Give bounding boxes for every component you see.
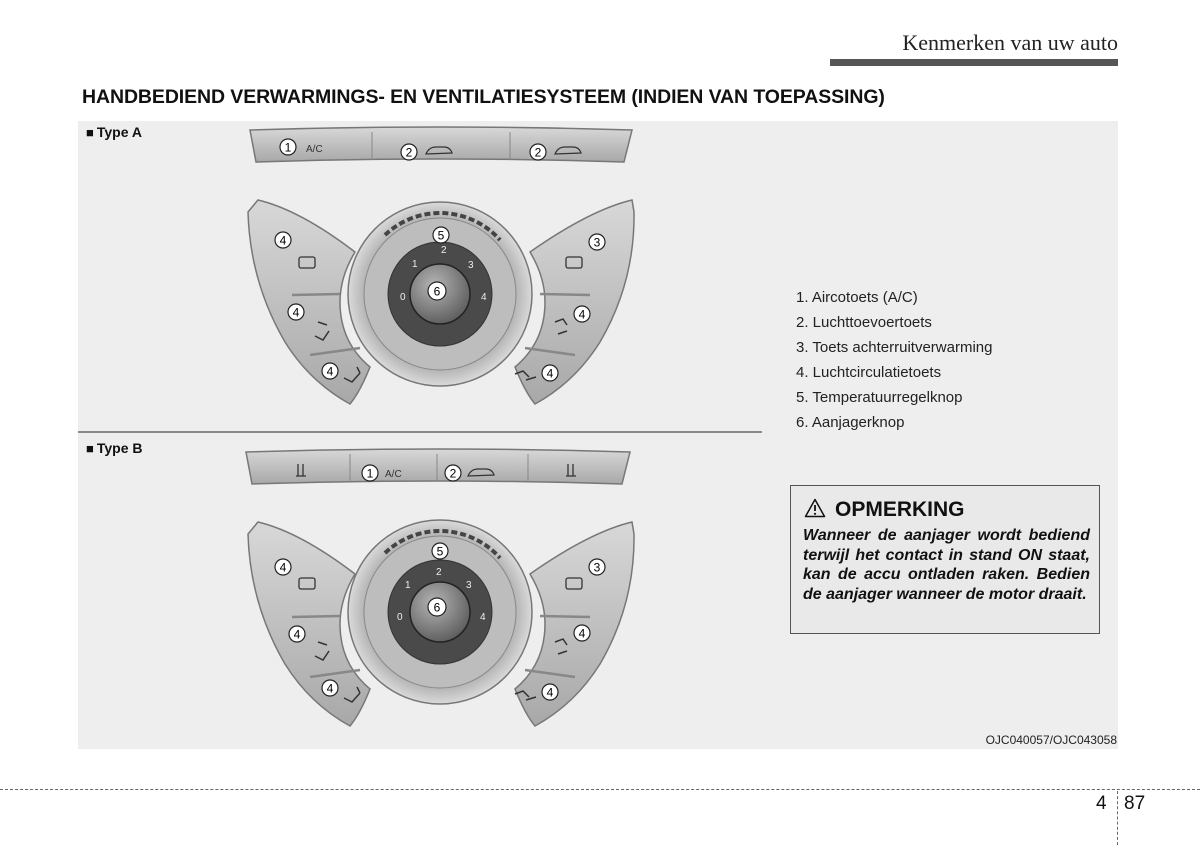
warning-triangle-icon [804, 498, 826, 518]
footer-vertical-divider [1117, 791, 1118, 845]
notice-title: OPMERKING [835, 498, 965, 521]
svg-text:4: 4 [279, 560, 287, 575]
type-b-right-wing [515, 522, 634, 726]
type-a-right-wing [515, 200, 634, 404]
svg-text:4: 4 [326, 681, 334, 696]
svg-text:1: 1 [412, 259, 418, 270]
type-a-central-dial [348, 202, 532, 386]
svg-text:4: 4 [480, 612, 486, 623]
svg-text:2: 2 [441, 245, 447, 256]
callout-legend [796, 285, 992, 435]
svg-text:0: 0 [397, 612, 403, 623]
notice-box [790, 485, 1100, 634]
svg-text:5: 5 [437, 228, 445, 243]
svg-text:2: 2 [449, 466, 457, 481]
svg-text:1: 1 [405, 580, 411, 591]
figure-code: OJC040057/OJC043058 [985, 733, 1117, 747]
type-a-control-panel [200, 122, 670, 422]
type-a-label: ■ Type A [86, 124, 142, 140]
svg-text:4: 4 [578, 307, 586, 322]
svg-text:3: 3 [593, 235, 601, 250]
svg-text:3: 3 [593, 560, 601, 575]
type-b-control-panel [200, 442, 670, 742]
svg-text:4: 4 [578, 626, 586, 641]
svg-text:4: 4 [293, 627, 301, 642]
legend-item: 2. Luchttoevoertoets [796, 314, 932, 331]
footer-divider [0, 789, 1200, 790]
header-bar [830, 59, 1118, 66]
legend-item: 5. Temperatuurregelknop [796, 389, 963, 406]
svg-text:0: 0 [400, 292, 406, 303]
svg-text:4: 4 [546, 685, 554, 700]
svg-text:5: 5 [436, 544, 444, 559]
svg-text:A/C: A/C [306, 144, 323, 155]
type-b-label: ■ Type B [86, 440, 143, 456]
svg-text:4: 4 [546, 366, 554, 381]
type-b-central-dial [348, 520, 532, 704]
legend-item: 3. Toets achterruitverwarming [796, 339, 993, 356]
figure-divider [78, 431, 762, 433]
svg-text:2: 2 [534, 145, 542, 160]
legend-item: 6. Aanjagerknop [796, 414, 905, 431]
svg-text:4: 4 [279, 233, 287, 248]
temperature-dial[interactable] [433, 227, 449, 243]
section-title: HANDBEDIEND VERWARMINGS- EN VENTILATIESYSTEEM (INDIEN VAN TOEPASSING) [82, 86, 885, 108]
svg-text:2: 2 [405, 145, 413, 160]
svg-text:3: 3 [468, 260, 474, 271]
svg-text:A/C: A/C [385, 469, 402, 480]
legend-item: 4. Luchtcirculatietoets [796, 364, 942, 381]
svg-text:2: 2 [436, 567, 442, 578]
svg-text:6: 6 [433, 284, 441, 299]
svg-text:1: 1 [366, 466, 374, 481]
notice-text: Wanneer de aanjager wordt bediend terwijl het contact in stand ON staat, kan de accu ontladen raken. Bedien de aanjager wanneer de motor draait. [803, 527, 1090, 603]
legend-item: 1. Aircotoets (A/C) [796, 289, 918, 306]
svg-text:6: 6 [433, 600, 441, 615]
temperature-dial-type-b[interactable] [432, 543, 448, 559]
page-chapter: 4 [1096, 793, 1107, 814]
svg-text:4: 4 [481, 292, 487, 303]
chapter-header: Kenmerken van uw auto [902, 30, 1118, 55]
svg-text:1: 1 [284, 140, 292, 155]
svg-text:3: 3 [466, 580, 472, 591]
svg-text:4: 4 [292, 305, 300, 320]
page-number: 87 [1124, 793, 1146, 814]
svg-text:4: 4 [326, 364, 334, 379]
